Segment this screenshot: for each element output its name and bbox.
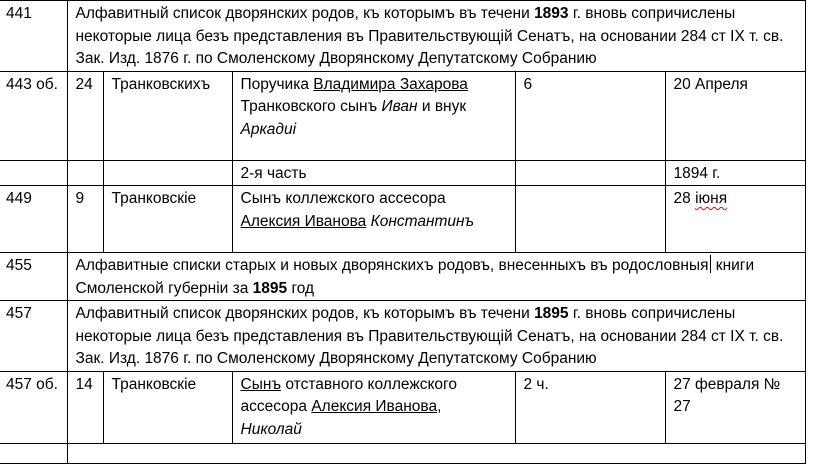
part-label: 2-я часть <box>232 160 515 186</box>
table-row <box>0 301 805 372</box>
section-header: Алфавитные списки старых и новых дворянскихъ родовъ, внесенныхъ въ родословныя книги Смоленской губерніи за 1895 год <box>67 253 805 301</box>
date-cell: 20 Апреля <box>665 71 805 160</box>
surname-cell: Транковскихъ <box>103 71 232 160</box>
description-cell: Сынъ отставного коллежского ассесора Алексия Иванова, Николай <box>232 371 515 443</box>
surname-cell: Транковскіе <box>103 371 232 443</box>
table-row <box>0 371 805 443</box>
table-row-cut <box>0 443 805 463</box>
entry-number: 9 <box>67 186 103 253</box>
spellcheck-word: іюня <box>695 190 728 207</box>
section-header: Алфавитный список дворянских родов, къ которымъ въ течени 1893 г. вновь сопричислены некоторые лица безъ представления въ Правительствующій Сенатъ, на основании 284 ст IX т. св. Зак. Изд. 1876 г. по Смоленскому Дворянскому Депутатскому Собранию <box>67 1 805 72</box>
entry-number: 24 <box>67 71 103 160</box>
row-number: 455 <box>0 253 67 301</box>
date-cell: 27 февраля № 27 <box>665 371 805 443</box>
table-row <box>0 253 805 301</box>
table-row <box>0 186 805 253</box>
date-cell: 1894 г. <box>665 160 805 186</box>
table-row <box>0 160 805 186</box>
description-cell: Сынъ коллежского ассесора Алексия Иванова Константинъ <box>232 186 515 253</box>
date-cell: 28 іюня <box>665 186 805 253</box>
entry-number: 14 <box>67 371 103 443</box>
row-number: 457 <box>0 301 67 372</box>
count-cell: 2 ч. <box>515 371 665 443</box>
row-number: 457 об. <box>0 371 67 443</box>
table-row <box>0 71 805 160</box>
table-row <box>0 1 805 72</box>
count-cell: 6 <box>515 71 665 160</box>
row-number: 443 об. <box>0 71 67 160</box>
row-number: 441 <box>0 1 67 72</box>
text-cursor <box>710 255 711 273</box>
row-number: 449 <box>0 186 67 253</box>
description-cell: Поручика Владимира Захарова Транковского сынъ Иван и внук Аркадиі <box>232 71 515 160</box>
surname-cell: Транковскіе <box>103 186 232 253</box>
section-header: Алфавитный список дворянских родов, къ которымъ въ течени 1895 г. вновь сопричислены некоторые лица безъ представления въ Правительствующій Сенатъ, на основании 284 ст IX т. св. Зак. Изд. 1876 г. по Смоленскому Дворянскому Депутатскому Собранию <box>67 301 805 372</box>
